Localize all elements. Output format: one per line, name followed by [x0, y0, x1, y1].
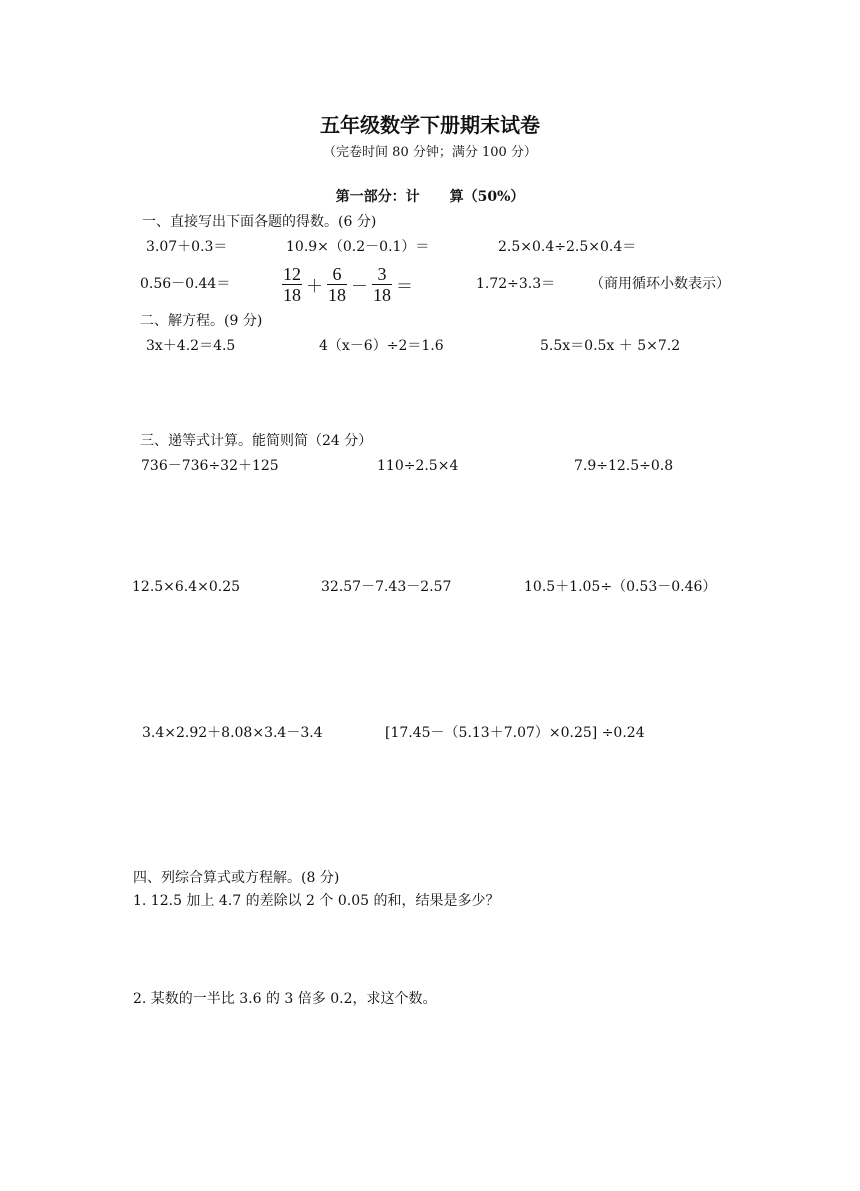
fraction-denominator: 18: [373, 284, 391, 305]
section1-item: 10.9×（0.2－0.1）＝: [286, 239, 430, 255]
fraction-expression: [280, 262, 415, 306]
fraction-denominator: 18: [328, 284, 346, 305]
section1-item: 2.5×0.4÷2.5×0.4＝: [498, 239, 637, 255]
word-problem: 1. 12.5 加上 4.7 的差除以 2 个 0.05 的和，结果是多少？: [133, 893, 500, 909]
fraction-numerator: 6: [332, 263, 342, 284]
calc-item: [17.45－（5.13＋7.07）×0.25] ÷0.24: [385, 725, 645, 741]
part-heading-right: 算（50%）: [449, 189, 525, 205]
exam-subtitle: （完卷时间 80 分钟；满分 100 分）: [323, 145, 537, 160]
section3-heading: 三、递等式计算。能简则简（24 分）: [140, 433, 373, 449]
calc-item: 12.5×6.4×0.25: [132, 579, 241, 595]
fraction-1: [282, 264, 302, 305]
section4-heading: 四、列综合算式或方程解。(8 分): [133, 870, 340, 886]
exam-title: 五年级数学下册期末试卷: [320, 113, 540, 137]
word-problem: 2. 某数的一半比 3.6 的 3 倍多 0.2，求这个数。: [133, 991, 437, 1007]
part-heading-left: 第一部分：计: [335, 189, 420, 205]
section1-note: （商用循环小数表示）: [590, 276, 730, 292]
fraction-3: [372, 264, 392, 305]
calc-item: 32.57－7.43－2.57: [321, 579, 452, 595]
part-heading: [0, 188, 860, 206]
calc-item: 7.9÷12.5÷0.8: [574, 458, 674, 474]
minus-operator: －: [351, 276, 368, 296]
fraction-numerator: 12: [283, 263, 301, 284]
fraction-denominator: 18: [283, 284, 301, 305]
plus-operator: ＋: [306, 276, 323, 296]
section1-item: 3.07＋0.3＝: [146, 239, 228, 255]
calc-item: 10.5＋1.05÷（0.53－0.46）: [524, 579, 717, 595]
section1-item: 0.56－0.44＝: [140, 276, 231, 292]
equation-item: 3x＋4.2＝4.5: [146, 338, 236, 354]
calc-item: 110÷2.5×4: [377, 458, 459, 474]
equals-operator: ＝: [396, 276, 413, 296]
equation-item: 5.5x＝0.5x ＋ 5×7.2: [540, 338, 681, 354]
calc-item: 736－736÷32＋125: [141, 458, 279, 474]
section1-heading: 一、直接写出下面各题的得数。(6 分): [142, 214, 377, 230]
section1-item: 1.72÷3.3＝: [476, 276, 556, 292]
calc-item: 3.4×2.92＋8.08×3.4－3.4: [142, 725, 323, 741]
fraction-2: [327, 264, 347, 305]
fraction-numerator: 3: [377, 263, 387, 284]
section2-heading: 二、解方程。(9 分): [140, 313, 263, 329]
equation-item: 4（x－6）÷2＝1.6: [319, 338, 444, 354]
